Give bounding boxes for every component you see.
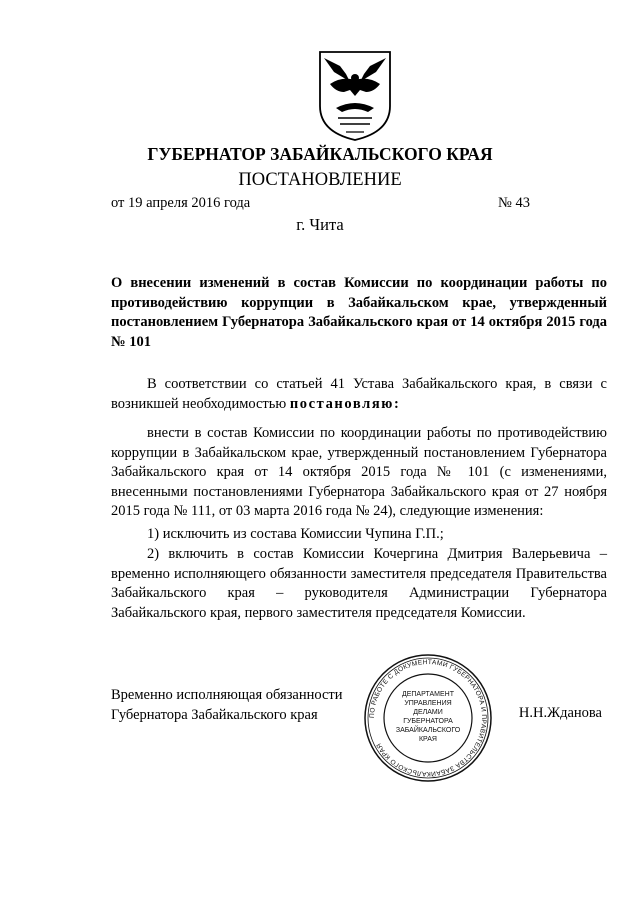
- decree-date: от 19 апреля 2016 года: [111, 195, 251, 211]
- resolve-word: постановляю:: [289, 395, 401, 412]
- decree-number: № 43: [498, 195, 530, 211]
- coat-of-arms-icon: [316, 48, 394, 142]
- stamp-outer-text: ПО РАБОТЕ С ДОКУМЕНТАМИ ГУБЕРНАТОРА И ПРАВИТЕЛЬСТВА ЗАБАЙКАЛЬСКОГО КРАЯ: [368, 658, 488, 778]
- official-stamp-icon: [362, 652, 494, 784]
- signer-position: [111, 686, 343, 725]
- stamp-center-text: ДЕПАРТАМЕНТ УПРАВЛЕНИЯ ДЕЛАМИ ГУБЕРНАТОРА ЗАБАЙКАЛЬСКОГО КРАЯ: [395, 691, 461, 743]
- main-paragraph: внести в состав Комиссии по координации работы по противодействию коррупции в Забайкальском крае, утвержденный постановлением Губернатора Забайкальского края от 14 октября 2015 года № 101 (с изменениями, внесенными постановлениями Губернатора Забайкальского края от 27 ноября 2015 года № 111, от 03 марта 2016 года № 24), следующие изменения:: [111, 425, 607, 519]
- decree-subject: О внесении изменений в состав Комиссии по координации работы по противодействию коррупции в Забайкальском крае, утвержденный постановлением Губернатора Забайкальского края от 14 октября 2015 года № 101: [111, 275, 607, 350]
- signer-name: Н.Н.Жданова: [518, 705, 602, 721]
- signer-position-line2: Губернатора Забайкальского края: [111, 706, 318, 723]
- decree-title: ПОСТАНОВЛЕНИЕ: [238, 170, 402, 190]
- signer-position-line1: Временно исполняющая обязанности: [111, 687, 343, 703]
- intro-text: В соответствии со статьей 41 Устава Забайкальского края, в связи с возникшей необходимостью: [111, 376, 607, 412]
- decree-city: г. Чита: [296, 215, 344, 234]
- governor-title: ГУБЕРНАТОР ЗАБАЙКАЛЬСКОГО КРАЯ: [147, 144, 493, 164]
- item-1: 1) исключить из состава Комиссии Чупина Г.П.;: [147, 526, 444, 542]
- intro-paragraph: [111, 375, 607, 414]
- item-2: 2) включить в состав Комиссии Кочергина Дмитрия Валерьевича – временно исполняющего обязанности заместителя председателя Правительства Забайкальского края – руководителя Администрации Губернатора Забайкальского края, первого заместителя председателя Комиссии.: [111, 546, 607, 621]
